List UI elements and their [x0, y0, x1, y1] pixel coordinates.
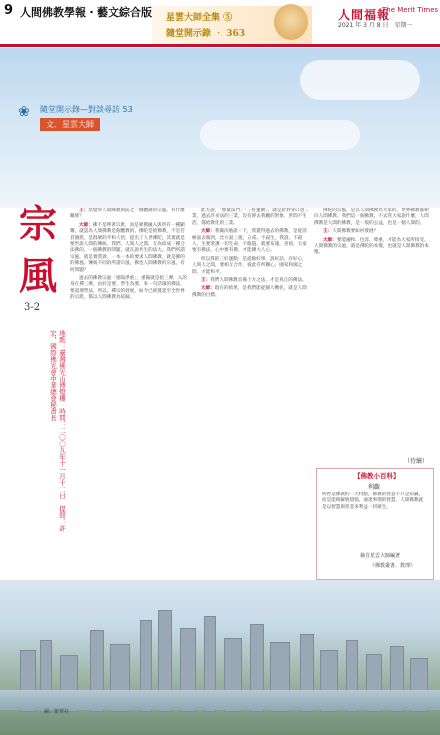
- paragraph: [192, 208, 310, 227]
- newspaper-logo: 人間福報: [338, 8, 391, 22]
- paragraph-text: 您覺得人間佛教與前之一個體制的宗風，有什麼關係？: [70, 208, 185, 220]
- paragraph-text: 我獨決地說一下，我覺得過去的佛教，是從消極面去做到，比方說三規、五戒、不殺生。我說，不殺人，生要愛護一切生命，不偷盜，就要布施，喜捨，大家要有佛法，心中要有佛，才能擴大人心。: [192, 229, 307, 254]
- paragraph: [192, 278, 310, 284]
- box-title: 【佛教小百科】: [354, 472, 400, 480]
- article-part-number: 3-2: [24, 302, 41, 313]
- cloud: [300, 60, 420, 100]
- byline-tag: 文．星雲大師: [40, 118, 100, 131]
- paragraph-text: 此方說，「無量法門」「三好運動」，就是針對身口意三業，過去許多法的三業，沒有經去我觀的對象，世間不生活，都給教化的三業。: [192, 208, 309, 226]
- text-column-3: [314, 208, 432, 458]
- paragraph: [314, 208, 432, 227]
- photo-caption: 圖：新華社: [44, 709, 70, 715]
- speaker-label: 大師：: [201, 229, 215, 235]
- paragraph: [70, 276, 188, 302]
- speaker-label: 大師：: [201, 286, 215, 292]
- paragraph-text: 所以我的三好運動，是從做好事、說好話、存好心，人與人之間，要相互合作，彼此有所關心，國家和國之間，才能和平。: [192, 256, 307, 275]
- issue-date: 2021 年 3 月 8 日 星期一: [338, 22, 413, 29]
- cloud: [200, 120, 360, 150]
- paragraph: [314, 229, 432, 235]
- paragraph: [192, 286, 310, 299]
- paragraph: [70, 223, 188, 274]
- box-text: 明智是佛教的一大特點，佛教的智慧不只是知識，而是能夠解脫煩惱、通達事理的智慧，人間佛教就是以智慧與慈悲來利益一切眾生。: [322, 492, 424, 510]
- paragraph: [70, 208, 188, 221]
- banner-line-1: 星雲大師全集 ⑤: [166, 13, 233, 23]
- banner-line-2: 隨堂開示錄 ‧ 363: [166, 29, 246, 39]
- series-label: 隨堂開示錄—對談尋訪 53: [40, 105, 133, 114]
- paragraph-text: 佛陀的宗風，是以人間佛教為大家的，世界佛教都朝向人間佛教。我們這一個佛教，不去管大家說什麼，人間佛教是人間的佛教，是一般的公益，也是一個人間的。: [314, 208, 429, 226]
- paragraph-text: 佛不是伸著宗派，而是眾佛融入與所有一種顯耀，就認為人間佛教是個體教的。佛陀是給佛教，不是若頁個派，是群眾的平和人悟，提出了人世佛陀，其實就是要世說人間的傳統。我們，人與人之間，互為結成一種合法佛的，一個佛教的問題，就在說共生的法大。我們所謂宗風，就是實質義，一本一本的要求人間佛教，就是佛的的佛風。傳統不同的所謂宗風，佛也人間佛教的宗風，有何問題？: [70, 222, 185, 273]
- to-be-continued: （待續）: [404, 458, 429, 465]
- paragraph: [192, 257, 310, 276]
- text-column-2: [192, 208, 310, 580]
- article-title: 宗風: [18, 201, 57, 298]
- box-author: 利觀: [368, 484, 381, 491]
- section-title: 人間佛教學報・藝文綜合版: [20, 6, 152, 19]
- box-source-line-1: 摘自星雲大師編著: [360, 553, 401, 559]
- newspaper-logo-english: The Merit Times: [382, 6, 439, 14]
- lotus-icon: ❀: [18, 104, 30, 120]
- paragraph-text: 過去的佛教宗風「重陽淨重」，重陽就是指三摩，入的身在禪三摩，由於是要、學生為要、來一句活潑的佛法，要道理學法，所以，禪宗的發展，如今已經蔓延至全世界的宗派，都以人間佛教為依歸。: [70, 276, 187, 301]
- paragraph: [192, 229, 310, 255]
- speaker-label: 王：: [79, 208, 89, 213]
- paragraph-text: 要能融和、包容、尊重，才能為大家所接受。人間佛教的宗風，就是佛陀的本懷，也就是人間佛教的本懷。: [314, 237, 429, 256]
- speaker-label: 大師：: [323, 237, 337, 243]
- speaker-label: 王：: [323, 229, 333, 235]
- page-number: 9: [4, 3, 14, 18]
- box-source-line-2: 《佛教叢書．教理》: [370, 563, 416, 569]
- text-column-1: [70, 208, 188, 580]
- portrait-image: [274, 4, 308, 40]
- interview-info: 地點：臺灣佛光山傳燈樓 時間：二〇〇九年十一月十二日 提問：許宏，國際佛光會中華總會秘書長: [49, 330, 66, 532]
- speaker-label: 大師：: [79, 222, 93, 228]
- paragraph: [314, 238, 432, 257]
- river: [0, 690, 440, 710]
- paragraph-text: 我們人間佛教具備十方之法，才是真正的佛法。: [210, 278, 307, 284]
- speaker-label: 王：: [201, 278, 211, 284]
- paragraph-text: 人間佛教要如何發展？: [332, 229, 379, 235]
- paragraph-text: 現在的結果，是我們能從個人轉化，就是人間佛教的目標。: [192, 286, 307, 298]
- header-rule: [0, 44, 440, 47]
